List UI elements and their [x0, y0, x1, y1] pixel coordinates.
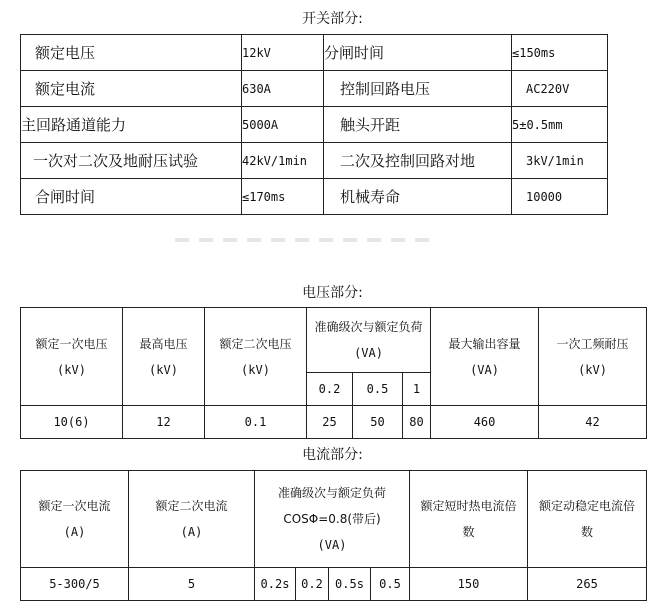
value-cell: 25: [307, 406, 353, 439]
header-cell: 额定二次电压 (kV): [205, 308, 307, 406]
value-cell: 5-300/5: [21, 568, 129, 601]
faint-watermark: [175, 238, 435, 242]
value-cell: 0.2s: [255, 568, 296, 601]
table-row: [21, 308, 647, 373]
switch-section-title: 开关部分:: [302, 11, 363, 27]
header-cell: 一次工频耐压 (kV): [539, 308, 647, 406]
param-name: 控制回路电压: [324, 71, 512, 107]
param-name: 主回路通道能力: [21, 107, 242, 143]
header-cell: 最高电压 (kV): [123, 308, 205, 406]
param-name: 一次对二次及地耐压试验: [21, 143, 242, 179]
voltage-section-title: 电压部分:: [302, 285, 363, 301]
param-value: 3kV/1min: [512, 143, 608, 179]
param-value: 12kV: [242, 35, 324, 71]
current-spec-table: [20, 470, 647, 601]
value-cell: 12: [123, 406, 205, 439]
current-section-title: 电流部分:: [302, 447, 363, 463]
param-name: 二次及控制回路对地: [324, 143, 512, 179]
class-cell: 0.5: [353, 373, 403, 406]
value-cell: 0.1: [205, 406, 307, 439]
value-cell: 42: [539, 406, 647, 439]
param-value: ≤170ms: [242, 179, 324, 215]
switch-spec-table: [20, 34, 608, 215]
table-row: [21, 143, 608, 179]
value-cell: 460: [431, 406, 539, 439]
value-cell: 10(6): [21, 406, 123, 439]
value-cell: 5: [129, 568, 255, 601]
param-value: AC220V: [512, 71, 608, 107]
header-cell: 最大输出容量 (VA): [431, 308, 539, 406]
header-cell: 额定动稳定电流倍 数: [528, 471, 647, 568]
table-row: [21, 71, 608, 107]
value-cell: 50: [353, 406, 403, 439]
value-cell: 0.5s: [329, 568, 371, 601]
value-cell: 0.2: [296, 568, 329, 601]
param-name: 额定电流: [21, 71, 242, 107]
class-cell: 1: [403, 373, 431, 406]
table-row: [21, 568, 647, 601]
header-cell: 额定一次电压 (kV): [21, 308, 123, 406]
param-name: 额定电压: [21, 35, 242, 71]
table-row: [21, 406, 647, 439]
header-cell: 额定二次电流 (A): [129, 471, 255, 568]
param-value: 5±0.5mm: [512, 107, 608, 143]
param-value: 630A: [242, 71, 324, 107]
param-value: 5000A: [242, 107, 324, 143]
table-row: [21, 35, 608, 71]
voltage-spec-table: [20, 307, 647, 439]
param-name: 机械寿命: [324, 179, 512, 215]
param-name: 分闸时间: [324, 35, 512, 71]
param-value: ≤150ms: [512, 35, 608, 71]
param-value: 10000: [512, 179, 608, 215]
table-row: [21, 179, 608, 215]
value-cell: 150: [410, 568, 528, 601]
header-cell: 额定短时热电流倍 数: [410, 471, 528, 568]
value-cell: 265: [528, 568, 647, 601]
value-cell: 0.5: [371, 568, 410, 601]
header-cell: 额定一次电流 (A): [21, 471, 129, 568]
param-value: 42kV/1min: [242, 143, 324, 179]
param-name: 合闸时间: [21, 179, 242, 215]
table-row: [21, 471, 647, 568]
header-cell: 准确级次与额定负荷 (VA): [307, 308, 431, 373]
value-cell: 80: [403, 406, 431, 439]
header-cell: 准确级次与额定负荷 COSΦ=0.8(带后) (VA): [255, 471, 410, 568]
class-cell: 0.2: [307, 373, 353, 406]
table-row: [21, 107, 608, 143]
param-name: 触头开距: [324, 107, 512, 143]
